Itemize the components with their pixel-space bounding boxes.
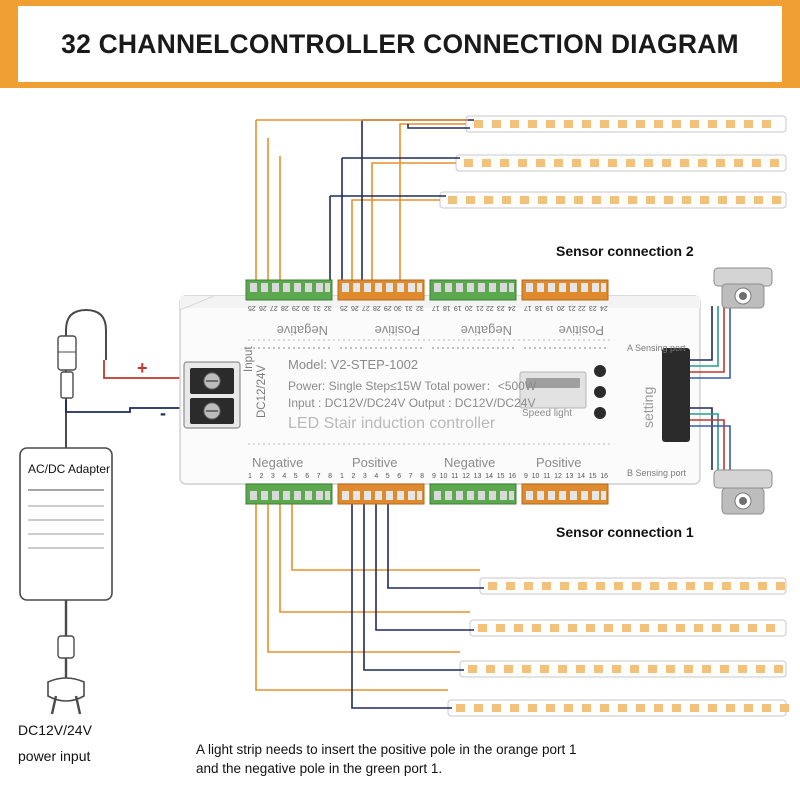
power-leads [66, 360, 186, 412]
adapter-label: AC/DC Adapter [28, 462, 111, 476]
terminal-number: 8 [328, 473, 332, 480]
plus-sign-label: + [137, 358, 148, 378]
terminal-number: 7 [316, 473, 321, 480]
terminal-number: 7 [408, 473, 413, 480]
terminal-number: 4 [282, 473, 287, 480]
terminal-number: 18 [442, 304, 451, 311]
wires-bottom [256, 500, 484, 708]
terminal-number: 12 [554, 473, 562, 480]
terminal-number: 16 [508, 473, 516, 480]
input-label-line2: DC12/24V [256, 364, 268, 418]
page-title: 32 CHANNELCONTROLLER CONNECTION DIAGRAM [61, 28, 739, 59]
terminal-number: 15 [588, 473, 597, 480]
bottom-label-negative-2: Negative [444, 455, 496, 470]
terminal-number: 21 [475, 304, 484, 311]
terminal-number: 16 [600, 473, 608, 480]
terminal-number: 10 [531, 473, 540, 480]
terminal-number: 18 [534, 304, 543, 311]
terminal-number: 13 [473, 473, 482, 480]
terminal-number: 27 [269, 304, 278, 311]
terminal-number: 22 [578, 304, 587, 311]
io-text: Input : DC12V/DC24V Output : DC12V/DC24V [288, 396, 536, 410]
terminal-number: 8 [420, 473, 424, 480]
top-terminal-numbers-group4 [524, 304, 608, 311]
bottom-terminal-numbers-group2 [340, 473, 424, 480]
terminal-number: 13 [565, 473, 574, 480]
led-strip-top-1 [466, 116, 786, 132]
footnote-line2: and the negative pole in the green port 1. [196, 761, 443, 776]
terminal-number: 6 [397, 473, 402, 480]
sensor-top [714, 268, 772, 308]
model-text: Model: V2-STEP-1002 [288, 357, 419, 372]
terminal-number: 28 [372, 304, 381, 311]
setting-label: setting [640, 386, 656, 428]
top-terminal-numbers-group1 [248, 304, 332, 311]
terminal-number: 31 [313, 304, 322, 311]
terminal-number: 29 [383, 304, 392, 311]
speed-light-label: Speed light [522, 408, 573, 419]
terminal-number: 9 [524, 473, 528, 480]
terminal-number: 10 [439, 473, 448, 480]
terminal-number: 25 [340, 304, 348, 311]
terminal-number: 19 [453, 304, 462, 311]
minus-sign-label: - [160, 403, 166, 423]
terminal-number: 14 [485, 473, 493, 480]
terminal-number: 1 [340, 473, 344, 480]
terminal-number: 19 [545, 304, 554, 311]
terminal-number: 5 [385, 473, 390, 480]
terminal-number: 24 [600, 304, 608, 311]
terminal-number: 23 [497, 304, 506, 311]
power-text: Power: Single Step≤15W Total power：<500W [288, 379, 537, 393]
terminal-number: 12 [462, 473, 470, 480]
terminal-number: 5 [293, 473, 298, 480]
terminal-number: 25 [248, 304, 256, 311]
terminal-number: 17 [524, 304, 532, 311]
terminal-number: 32 [324, 304, 332, 311]
top-terminal-numbers-group3 [432, 304, 516, 311]
terminal-number: 2 [351, 473, 356, 480]
terminal-number: 26 [258, 304, 267, 311]
terminal-number: 27 [361, 304, 370, 311]
bottom-terminal-numbers-group1 [248, 473, 332, 480]
terminal-number: 24 [508, 304, 516, 311]
terminal-number: 31 [405, 304, 414, 311]
terminal-number: 14 [577, 473, 585, 480]
top-terminal-numbers-group2 [340, 304, 424, 311]
bottom-terminal-numbers-group3 [432, 473, 516, 480]
product-name-text: LED Stair induction controller [288, 415, 496, 432]
top-label-negative-1: Negative [276, 323, 328, 338]
bottom-label-positive-1: Positive [352, 455, 398, 470]
terminal-number: 6 [305, 473, 310, 480]
input-label-line1: Input [243, 346, 255, 372]
bottom-label-positive-2: Positive [536, 455, 582, 470]
terminal-number: 21 [567, 304, 576, 311]
led-strip-top-2 [456, 155, 786, 171]
led-strip-bottom-2 [470, 620, 786, 636]
terminal-number: 29 [291, 304, 300, 311]
terminal-number: 26 [350, 304, 359, 311]
power-adapter [20, 310, 112, 714]
terminal-number: 3 [362, 473, 367, 480]
top-label-positive-1: Positive [374, 323, 420, 338]
terminal-number: 2 [259, 473, 264, 480]
terminal-number: 28 [280, 304, 289, 311]
sensing-port-b-label: B Sensing port [627, 468, 687, 478]
terminal-number: 20 [464, 304, 473, 311]
terminal-number: 30 [394, 304, 403, 311]
terminal-number: 22 [486, 304, 495, 311]
sensing-port-a-label: A Sensing port [627, 343, 686, 353]
bottom-label-negative-1: Negative [252, 455, 304, 470]
terminal-number: 11 [451, 473, 459, 480]
led-strip-bottom-1 [480, 578, 786, 594]
terminal-number: 4 [374, 473, 379, 480]
top-label-positive-2: Positive [558, 323, 604, 338]
sensor-bottom [714, 470, 772, 514]
bottom-terminal-numbers-group4 [524, 473, 608, 480]
led-strip-top-3 [440, 192, 786, 208]
sensor-connection-2-label: Sensor connection 2 [556, 243, 694, 259]
terminal-number: 3 [270, 473, 275, 480]
terminal-number: 1 [248, 473, 252, 480]
terminal-number: 20 [556, 304, 565, 311]
led-strip-bottom-4 [448, 700, 789, 716]
terminal-number: 17 [432, 304, 440, 311]
power-caption-line2: power input [18, 748, 91, 764]
terminal-number: 9 [432, 473, 436, 480]
top-label-negative-2: Negative [460, 323, 512, 338]
terminal-number: 11 [543, 473, 551, 480]
terminal-number: 30 [302, 304, 311, 311]
led-strip-bottom-3 [460, 661, 786, 677]
footnote-line1: A light strip needs to insert the positive pole in the orange port 1 [196, 742, 577, 757]
terminal-number: 15 [496, 473, 505, 480]
terminal-number: 32 [416, 304, 424, 311]
terminal-number: 23 [589, 304, 598, 311]
sensor-connection-1-label: Sensor connection 1 [556, 524, 694, 540]
power-caption-line1: DC12V/24V [18, 722, 92, 738]
